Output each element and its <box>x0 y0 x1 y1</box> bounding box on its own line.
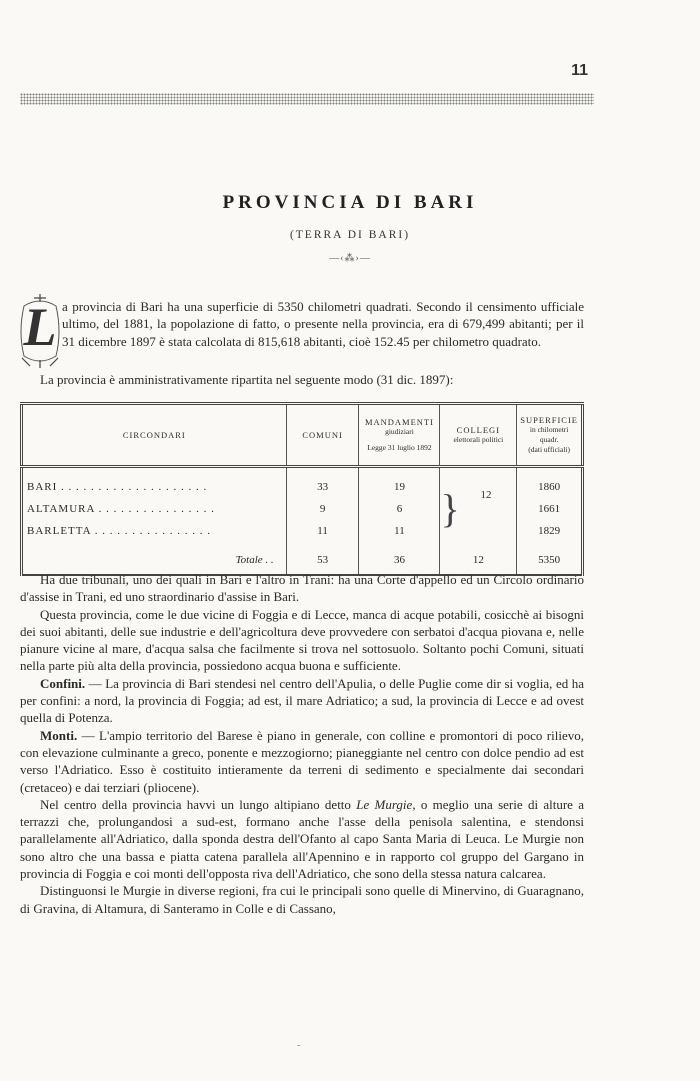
header-collegi: COLLEGI elettorali politici <box>440 404 517 467</box>
term-murgie: Le Murgie <box>356 796 413 812</box>
header-mandamenti: MANDAMENTI giudiziari Legge 31 luglio 1892 <box>359 404 440 467</box>
table-row: ALTAMURA . . . . . . . . . . . . . . . . 9 6 1661 <box>22 498 583 520</box>
header-superficie: SUPERFICIE in chilometri quadr. (dati ufficiali) <box>517 404 583 467</box>
table-row: BARI . . . . . . . . . . . . . . . . . . . . 33 19 } 12 1860 <box>22 467 583 499</box>
ornament-divider: —‹⁂›— <box>329 253 371 264</box>
paragraph-acque: Questa provincia, come le due vicine di Foggia e di Lecce, manca di acque potabili, cosicchè ai bisogni dei suoi abitanti, delle sue industrie e dell'agricoltura deve provvedere con serbatoi d'acqua piovana e, nelle pianure vicine al mare, d'acqua salsa che facilmente si trova nel sottosuolo. Soltanto pochi Comuni, situati nella parte più alta della provincia, possiedono acqua buona e sufficiente. <box>20 606 584 674</box>
table-total-row: Totale . . 53 36 12 5350 <box>22 542 583 575</box>
paragraph-confini: Confini. — La provincia di Bari stendesi nel centro dell'Apulia, o delle Puglie come dir si voglia, ed ha per confini: a nord, la provincia di Foggia; ad est, il mare Adriatico; a sud, la provincia di Lecce e ad ovest quella di Potenza. <box>20 675 584 726</box>
body-text <box>20 571 584 917</box>
paragraph-regioni: Distinguonsi le Murgie in diverse regioni, fra cui le principali sono quelle di Minervino, di Guaragnano, di Gravina, di Altamura, di Santeramo in Colle e di Cassano, <box>20 883 584 916</box>
footer-mark: - <box>297 1040 301 1051</box>
table-row: BARLETTA . . . . . . . . . . . . . . . . 11 11 1829 <box>22 520 583 542</box>
header-dotted-rule <box>20 93 594 105</box>
collegi-grouped-cell: } 12 <box>440 467 517 543</box>
table-header-row <box>22 404 583 467</box>
intro-table-caption: La provincia è amministrativamente ripartita nel seguente modo (31 dic. 1897): <box>40 372 454 387</box>
decorative-dropcap <box>18 292 64 368</box>
paragraph-tribunali: Ha due tribunali, uno dei quali in Bari e l'altro in Trani: ha una Corte d'appello ed un Circolo ordinario d'assise in Trani, ed uno straordinario d'assise in Bari. <box>20 572 584 605</box>
statistics-table <box>20 402 584 576</box>
intro-paragraph: a provincia di Bari ha una superficie di 5350 chilometri quadrati. Secondo il censimento ufficiale ultimo, del 1881, la popolazione di fatto, o presente nella provincia, era di 679,499 abitanti; per il 31 dicembre 1897 è stata calcolata di 815,618 abitanti, cioè 152.45 per chilometro quadrato. <box>62 299 584 349</box>
dropcap-letter: L <box>23 297 57 357</box>
header-comuni: COMUNI <box>286 404 359 467</box>
heading-monti: Monti. <box>40 727 78 743</box>
heading-confini: Confini. <box>40 675 86 691</box>
page-number: 11 <box>571 62 588 79</box>
paragraph-monti: Monti. — L'ampio territorio del Barese è piano in generale, con colline e promontori di poco rilievo, con elevazione culminante a greco, ponente e mezzogiorno; pianeggiante nel centro con dolce pendio ad est verso l'Adriatico. Esso è costituito intieramente da terreni di sedimento e specialmente dai secondari (cretaceo) e dai terziari (pliocene). <box>20 727 584 795</box>
header-circondari: CIRCONDARI <box>22 404 287 467</box>
page-title: PROVINCIA DI BARI <box>222 192 478 213</box>
brace-icon: } <box>440 486 460 531</box>
paragraph-murgie: Nel centro della provincia havvi un lungo altipiano detto Le Murgie, o meglio una serie di alture a terrazzi che, prolungandosi a sud-est, formano anche l'asse della penisola salentina, e stendonsi parallelamente all'Adriatico, dalla sponda destra dell'Ofanto al capo Santa Maria di Leuca. Le Murgie non sono altro che una bassa e piatta catena parallela all'Apennino e in rapporto col gruppo del Gargano in provincia di Foggia e coi monti dell'opposta riva dell'Adriatico, che sono della stessa natura calcarea. <box>20 796 584 882</box>
page-subtitle: (TERRA DI BARI) <box>289 229 411 241</box>
